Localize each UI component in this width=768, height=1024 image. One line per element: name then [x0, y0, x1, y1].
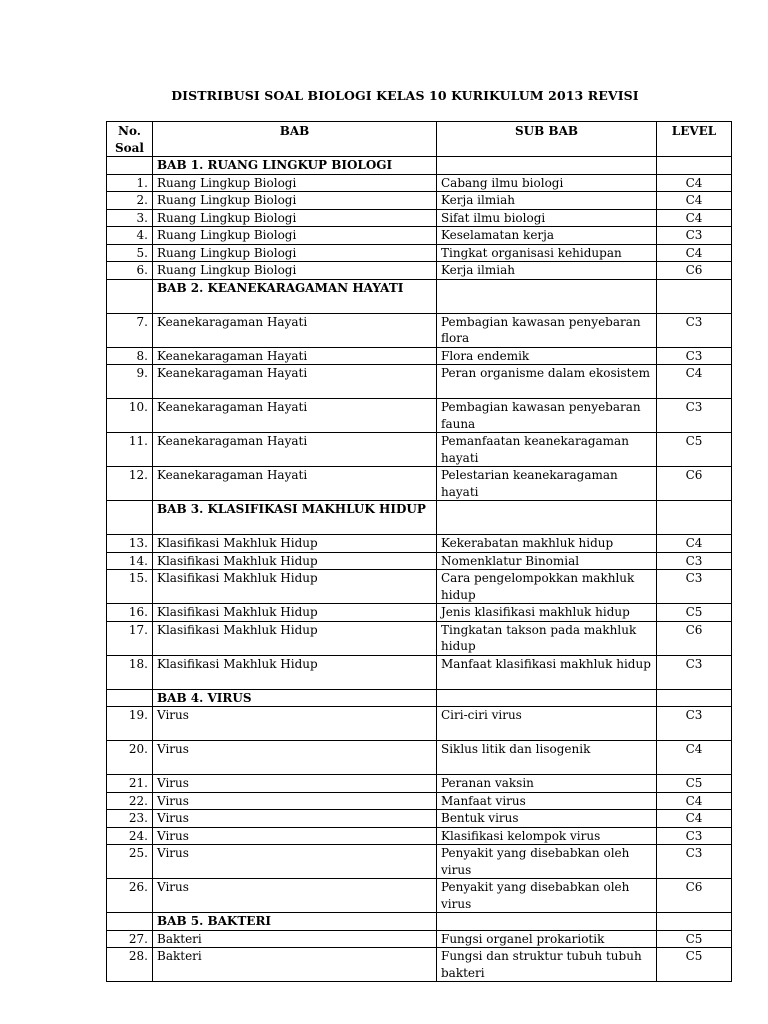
table-row [107, 467, 732, 501]
cell-sub-bab: Pelestarian keanekaragaman hayati [437, 467, 657, 501]
document-title: DISTRIBUSI SOAL BIOLOGI KELAS 10 KURIKULUM 2013 REVISI [171, 88, 639, 103]
header-no-soal [107, 122, 153, 157]
table-header-row [107, 122, 732, 157]
header-sub-bab: SUB BAB [437, 122, 657, 157]
cell-sub-bab: Nomenklatur Binomial [437, 552, 657, 570]
cell-level: C6 [657, 621, 732, 655]
cell-sub-bab: Flora endemik [437, 347, 657, 365]
cell-level: C3 [657, 655, 732, 689]
cell-bab: Klasifikasi Makhluk Hidup [153, 570, 437, 604]
cell-level: C4 [657, 174, 732, 192]
cell-no-soal: 10. [107, 399, 153, 433]
cell-sub-bab: Kerja ilmiah [437, 262, 657, 280]
cell-sub-bab: Manfaat virus [437, 792, 657, 810]
cell-sub-bab: Peranan vaksin [437, 775, 657, 793]
cell-no-soal: 21. [107, 775, 153, 793]
section-level-cell [657, 913, 732, 931]
cell-bab: Virus [153, 879, 437, 913]
section-sub-cell [437, 279, 657, 313]
cell-level: C5 [657, 930, 732, 948]
cell-bab: Keanekaragaman Hayati [153, 467, 437, 501]
cell-bab: Ruang Lingkup Biologi [153, 244, 437, 262]
cell-level: C5 [657, 775, 732, 793]
cell-level: C6 [657, 879, 732, 913]
cell-bab: Ruang Lingkup Biologi [153, 192, 437, 210]
section-no-cell [107, 689, 153, 707]
section-title: BAB 1. RUANG LINGKUP BIOLOGI [153, 157, 437, 175]
cell-sub-bab: Klasifikasi kelompok virus [437, 827, 657, 845]
cell-no-soal: 11. [107, 433, 153, 467]
cell-bab: Bakteri [153, 948, 437, 982]
cell-sub-bab: Cabang ilmu biologi [437, 174, 657, 192]
table-row [107, 535, 732, 553]
section-no-cell [107, 279, 153, 313]
table-body [107, 157, 732, 982]
table-row [107, 707, 732, 741]
cell-level: C4 [657, 365, 732, 399]
table-row [107, 810, 732, 828]
cell-no-soal: 15. [107, 570, 153, 604]
table-row [107, 433, 732, 467]
table-row [107, 775, 732, 793]
cell-sub-bab: Kekerabatan makhluk hidup [437, 535, 657, 553]
cell-level: C3 [657, 707, 732, 741]
table-row [107, 792, 732, 810]
cell-no-soal: 27. [107, 930, 153, 948]
section-row [107, 279, 732, 313]
table-row [107, 244, 732, 262]
cell-level: C4 [657, 209, 732, 227]
cell-sub-bab: Pembagian kawasan penyebaran fauna [437, 399, 657, 433]
cell-no-soal: 13. [107, 535, 153, 553]
cell-level: C3 [657, 845, 732, 879]
cell-bab: Klasifikasi Makhluk Hidup [153, 552, 437, 570]
section-level-cell [657, 279, 732, 313]
table-row [107, 209, 732, 227]
cell-bab: Klasifikasi Makhluk Hidup [153, 655, 437, 689]
cell-no-soal: 2. [107, 192, 153, 210]
table-row [107, 399, 732, 433]
table-row [107, 948, 732, 982]
section-row [107, 689, 732, 707]
section-row [107, 913, 732, 931]
section-no-cell [107, 501, 153, 535]
section-sub-cell [437, 501, 657, 535]
section-title: BAB 4. VIRUS [153, 689, 437, 707]
cell-bab: Ruang Lingkup Biologi [153, 262, 437, 280]
cell-no-soal: 16. [107, 604, 153, 622]
table-row [107, 845, 732, 879]
table-row [107, 347, 732, 365]
cell-level: C4 [657, 741, 732, 775]
cell-bab: Virus [153, 792, 437, 810]
table-row [107, 879, 732, 913]
cell-level: C5 [657, 433, 732, 467]
cell-no-soal: 7. [107, 313, 153, 347]
cell-no-soal: 22. [107, 792, 153, 810]
cell-bab: Virus [153, 775, 437, 793]
cell-no-soal: 28. [107, 948, 153, 982]
cell-no-soal: 3. [107, 209, 153, 227]
cell-level: C6 [657, 262, 732, 280]
section-sub-cell [437, 689, 657, 707]
cell-sub-bab: Jenis klasifikasi makhluk hidup [437, 604, 657, 622]
section-level-cell [657, 501, 732, 535]
cell-bab: Keanekaragaman Hayati [153, 347, 437, 365]
cell-no-soal: 20. [107, 741, 153, 775]
cell-bab: Klasifikasi Makhluk Hidup [153, 621, 437, 655]
section-sub-cell [437, 157, 657, 175]
table-row [107, 655, 732, 689]
cell-no-soal: 23. [107, 810, 153, 828]
cell-level: C3 [657, 313, 732, 347]
cell-sub-bab: Kerja ilmiah [437, 192, 657, 210]
table-row [107, 192, 732, 210]
cell-sub-bab: Tingkatan takson pada makhluk hidup [437, 621, 657, 655]
cell-sub-bab: Siklus litik dan lisogenik [437, 741, 657, 775]
cell-level: C5 [657, 948, 732, 982]
table-row [107, 621, 732, 655]
header-level: LEVEL [657, 122, 732, 157]
distribution-table [106, 121, 732, 982]
header-no-line1: No. [118, 124, 141, 138]
cell-level: C5 [657, 604, 732, 622]
cell-bab: Ruang Lingkup Biologi [153, 227, 437, 245]
cell-sub-bab: Penyakit yang disebabkan oleh virus [437, 845, 657, 879]
table-row [107, 741, 732, 775]
cell-no-soal: 12. [107, 467, 153, 501]
cell-level: C6 [657, 467, 732, 501]
table-row [107, 262, 732, 280]
cell-bab: Keanekaragaman Hayati [153, 433, 437, 467]
cell-bab: Ruang Lingkup Biologi [153, 174, 437, 192]
cell-level: C3 [657, 570, 732, 604]
cell-no-soal: 25. [107, 845, 153, 879]
section-title: BAB 5. BAKTERI [153, 913, 437, 931]
cell-bab: Virus [153, 741, 437, 775]
cell-bab: Bakteri [153, 930, 437, 948]
section-level-cell [657, 689, 732, 707]
cell-no-soal: 14. [107, 552, 153, 570]
section-row [107, 501, 732, 535]
cell-bab: Klasifikasi Makhluk Hidup [153, 535, 437, 553]
table-row [107, 570, 732, 604]
cell-no-soal: 6. [107, 262, 153, 280]
section-title: BAB 3. KLASIFIKASI MAKHLUK HIDUP [153, 501, 437, 535]
cell-sub-bab: Penyakit yang disebabkan oleh virus [437, 879, 657, 913]
cell-sub-bab: Cara pengelompokkan makhluk hidup [437, 570, 657, 604]
cell-level: C3 [657, 827, 732, 845]
cell-sub-bab: Pembagian kawasan penyebaran flora [437, 313, 657, 347]
cell-no-soal: 18. [107, 655, 153, 689]
table-row [107, 827, 732, 845]
cell-sub-bab: Fungsi dan struktur tubuh tubuh bakteri [437, 948, 657, 982]
table-row [107, 930, 732, 948]
cell-sub-bab: Pemanfaatan keanekaragaman hayati [437, 433, 657, 467]
section-no-cell [107, 157, 153, 175]
cell-sub-bab: Sifat ilmu biologi [437, 209, 657, 227]
cell-no-soal: 24. [107, 827, 153, 845]
cell-bab: Ruang Lingkup Biologi [153, 209, 437, 227]
cell-level: C3 [657, 347, 732, 365]
cell-no-soal: 9. [107, 365, 153, 399]
cell-level: C3 [657, 552, 732, 570]
cell-sub-bab: Bentuk virus [437, 810, 657, 828]
cell-no-soal: 1. [107, 174, 153, 192]
cell-bab: Keanekaragaman Hayati [153, 399, 437, 433]
cell-level: C3 [657, 399, 732, 433]
table-row [107, 365, 732, 399]
cell-no-soal: 8. [107, 347, 153, 365]
cell-sub-bab: Peran organisme dalam ekosistem [437, 365, 657, 399]
cell-bab: Virus [153, 707, 437, 741]
cell-bab: Keanekaragaman Hayati [153, 313, 437, 347]
cell-sub-bab: Tingkat organisasi kehidupan [437, 244, 657, 262]
cell-sub-bab: Manfaat klasifikasi makhluk hidup [437, 655, 657, 689]
header-no-line2: Soal [114, 140, 144, 155]
section-level-cell [657, 157, 732, 175]
cell-bab: Virus [153, 810, 437, 828]
cell-no-soal: 26. [107, 879, 153, 913]
table-row [107, 313, 732, 347]
cell-level: C4 [657, 792, 732, 810]
header-bab: BAB [153, 122, 437, 157]
cell-level: C3 [657, 227, 732, 245]
table-row [107, 174, 732, 192]
cell-bab: Keanekaragaman Hayati [153, 365, 437, 399]
cell-no-soal: 17. [107, 621, 153, 655]
cell-level: C4 [657, 810, 732, 828]
cell-level: C4 [657, 244, 732, 262]
section-no-cell [107, 913, 153, 931]
cell-level: C4 [657, 535, 732, 553]
cell-no-soal: 4. [107, 227, 153, 245]
cell-sub-bab: Fungsi organel prokariotik [437, 930, 657, 948]
cell-level: C4 [657, 192, 732, 210]
table-row [107, 604, 732, 622]
cell-sub-bab: Ciri-ciri virus [437, 707, 657, 741]
cell-bab: Virus [153, 845, 437, 879]
section-sub-cell [437, 913, 657, 931]
section-row [107, 157, 732, 175]
cell-bab: Klasifikasi Makhluk Hidup [153, 604, 437, 622]
cell-no-soal: 5. [107, 244, 153, 262]
section-title: BAB 2. KEANEKARAGAMAN HAYATI [153, 279, 437, 313]
cell-bab: Virus [153, 827, 437, 845]
table-row [107, 227, 732, 245]
cell-sub-bab: Keselamatan kerja [437, 227, 657, 245]
table-row [107, 552, 732, 570]
cell-no-soal: 19. [107, 707, 153, 741]
